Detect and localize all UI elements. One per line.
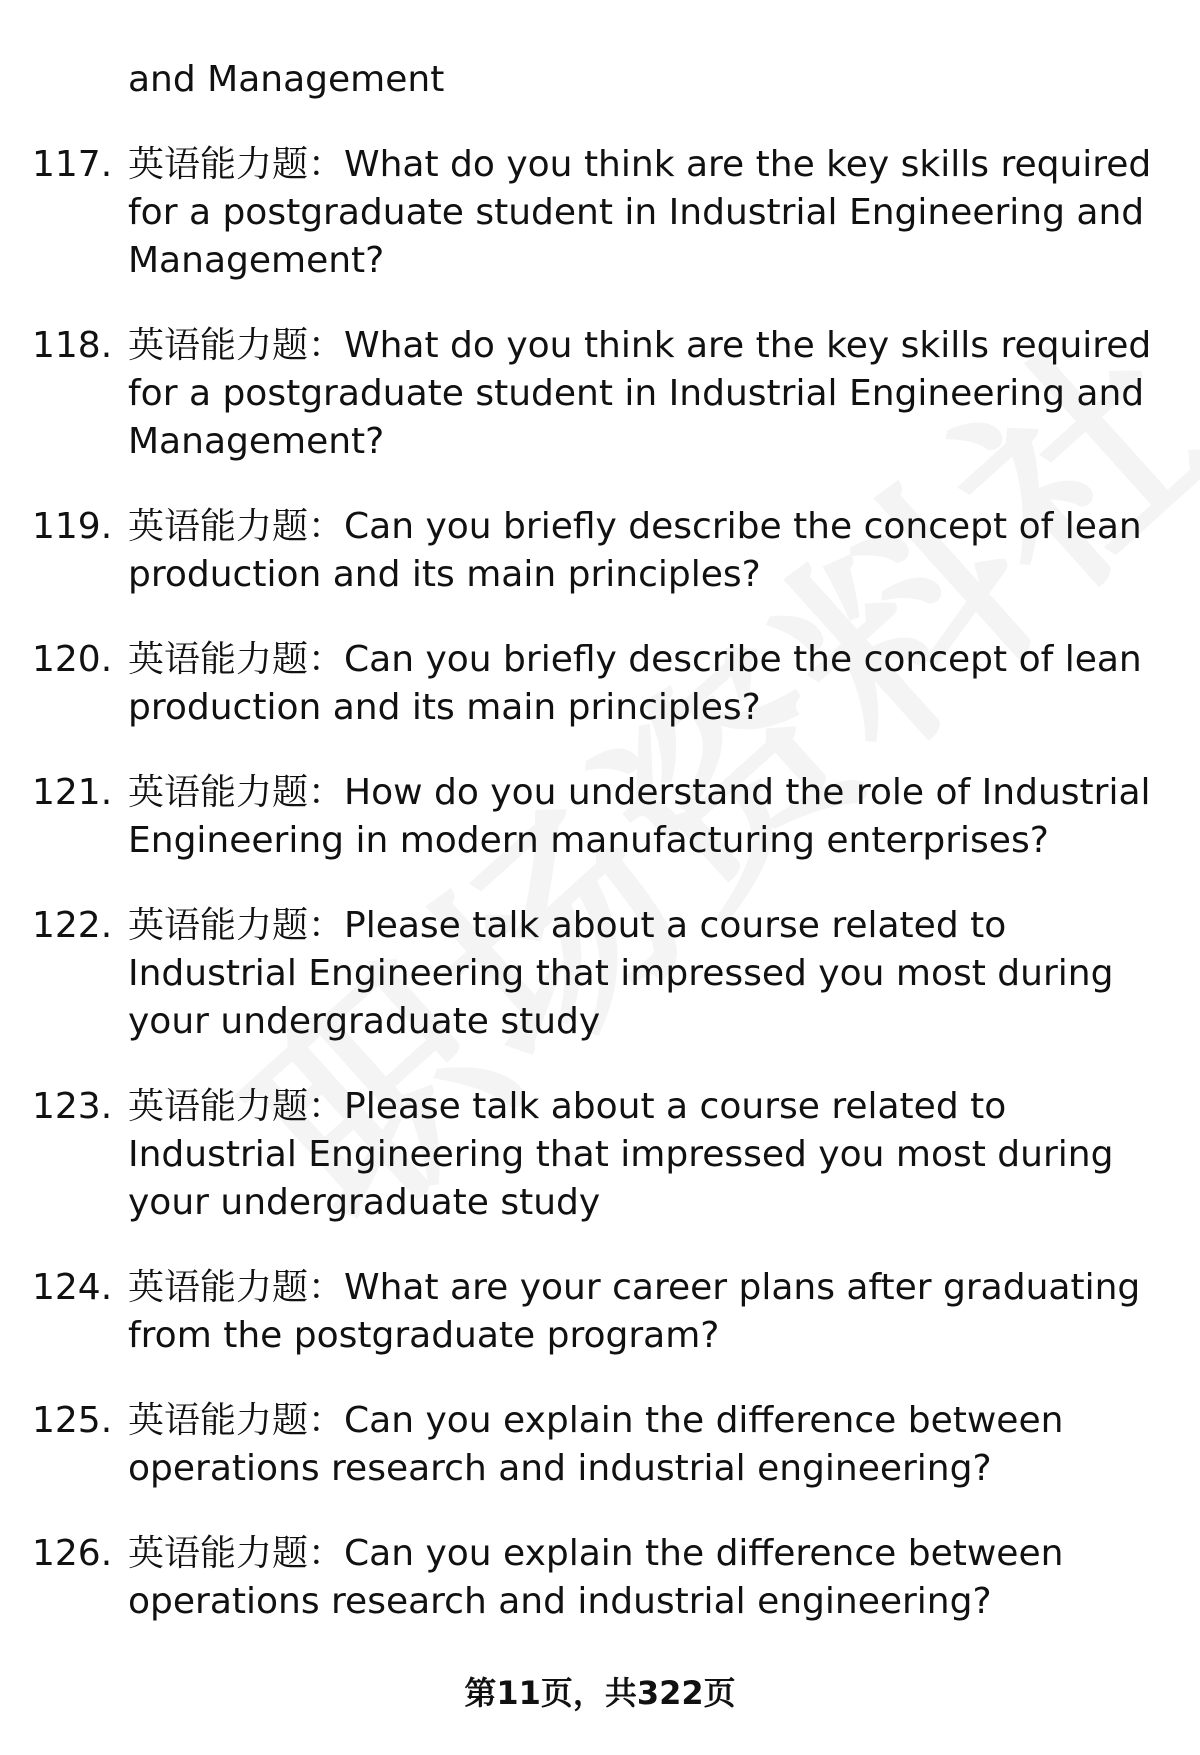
- question-list: [0, 141, 1200, 1663]
- question-text: 英语能力题：Can you explain the difference between operations research and industrial engineering?: [128, 1533, 1064, 1622]
- question-item: [0, 1530, 1200, 1626]
- question-item: [0, 141, 1200, 285]
- question-text: 英语能力题：Can you explain the difference between operations research and industrial engineering?: [128, 1400, 1064, 1489]
- question-item: [0, 769, 1200, 865]
- question-number: 118.: [32, 325, 113, 366]
- question-item: [0, 1264, 1200, 1360]
- question-item: [0, 322, 1200, 466]
- question-number: 123.: [32, 1086, 113, 1127]
- question-number: 120.: [32, 639, 113, 680]
- page-footer: [0, 1671, 1200, 1715]
- question-item: [0, 1397, 1200, 1493]
- question-text: 英语能力题：What do you think are the key skills required for a postgraduate student in Industrial Engineering and Management?: [128, 325, 1152, 462]
- question-item: [0, 503, 1200, 599]
- question-item: [0, 902, 1200, 1046]
- page-number-label: 第11页，共322页: [464, 1674, 736, 1712]
- question-item: [0, 636, 1200, 732]
- question-number: 126.: [32, 1533, 113, 1574]
- question-text: 英语能力题：Can you briefly describe the concept of lean production and its main principles?: [128, 506, 1142, 595]
- question-number: 122.: [32, 905, 113, 946]
- question-text: 英语能力题：Can you briefly describe the concept of lean production and its main principles?: [128, 639, 1142, 728]
- question-number: 124.: [32, 1267, 113, 1308]
- continuation-text: and Management: [128, 59, 445, 100]
- question-text: 英语能力题：What are your career plans after graduating from the postgraduate program?: [128, 1267, 1141, 1356]
- question-number: 121.: [32, 772, 113, 813]
- question-text: 英语能力题：Please talk about a course related to Industrial Engineering that impressed you most during your undergraduate study: [128, 905, 1114, 1042]
- question-text: 英语能力题：Please talk about a course related to Industrial Engineering that impressed you most during your undergraduate study: [128, 1086, 1114, 1223]
- question-number: 119.: [32, 506, 113, 547]
- question-number: 125.: [32, 1400, 113, 1441]
- question-number: 117.: [32, 144, 113, 185]
- question-item: [0, 1083, 1200, 1227]
- question-text: 英语能力题：What do you think are the key skills required for a postgraduate student in Industrial Engineering and Management?: [128, 144, 1152, 281]
- question-text: 英语能力题：How do you understand the role of Industrial Engineering in modern manufacturing enterprises?: [128, 772, 1151, 861]
